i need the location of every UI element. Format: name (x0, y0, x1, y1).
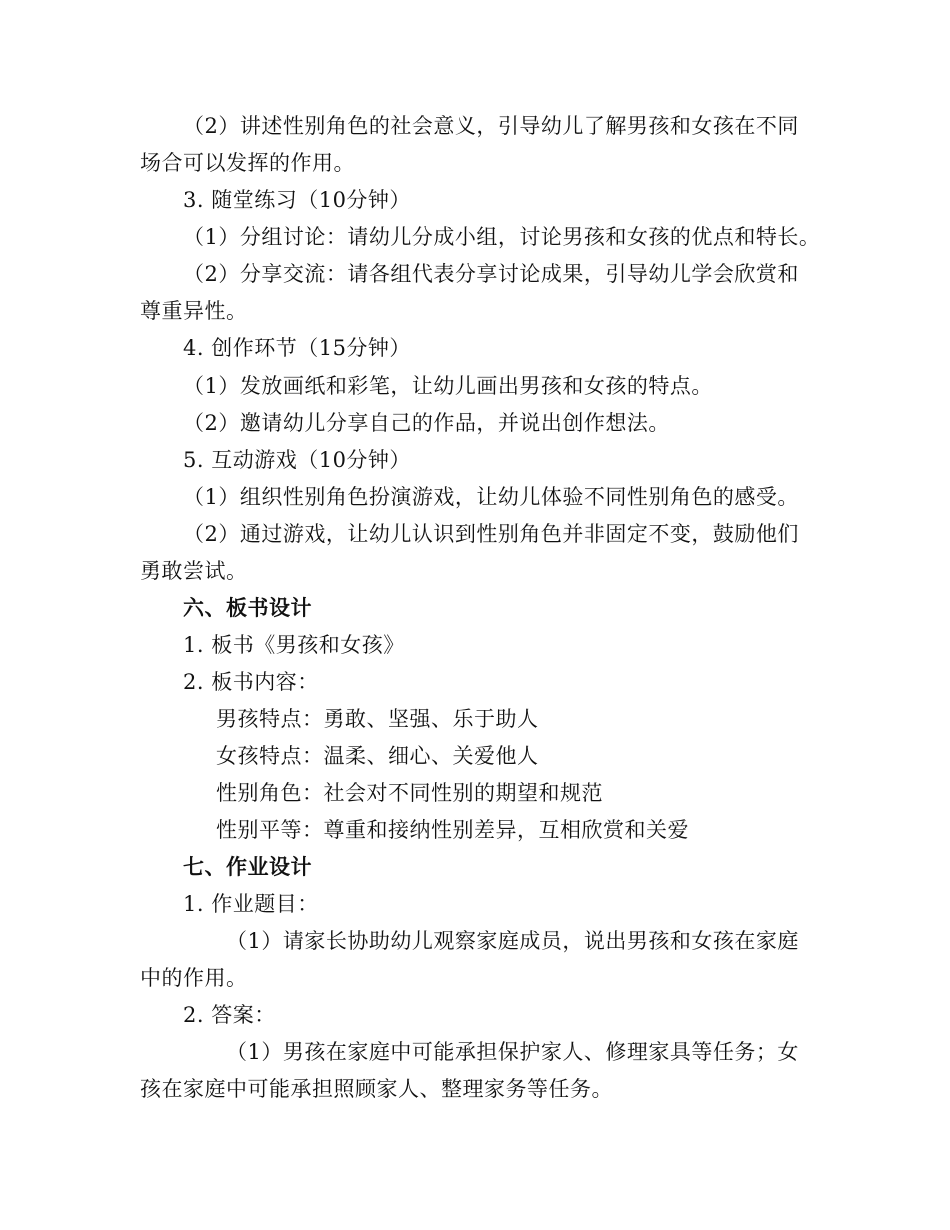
paragraph-line: 中的作用。 (140, 966, 248, 990)
paragraph-line: 场合可以发挥的作用。 (140, 151, 355, 175)
section-heading: 六、板书设计 (183, 595, 312, 620)
paragraph-line: （1）组织性别角色扮演游戏，让幼儿体验不同性别角色的感受。 (183, 485, 799, 509)
paragraph-line: （2）通过游戏，让幼儿认识到性别角色并非固定不变，鼓励他们 (183, 522, 799, 546)
list-item: 1. 板书《男孩和女孩》 (183, 633, 405, 657)
paragraph-line: （1）分组讨论：请幼儿分成小组，讨论男孩和女孩的优点和特长。 (183, 225, 821, 249)
paragraph-line: （1）发放画纸和彩笔，让幼儿画出男孩和女孩的特点。 (183, 374, 713, 398)
section-heading: 七、作业设计 (183, 854, 312, 879)
paragraph-line: （1）男孩在家庭中可能承担保护家人、修理家具等任务；女 (226, 1040, 799, 1064)
paragraph-line: 勇敢尝试。 (140, 559, 248, 583)
paragraph-line: （2）讲述性别角色的社会意义，引导幼儿了解男孩和女孩在不同 (183, 114, 799, 138)
board-content-line: 女孩特点：温柔、细心、关爱他人 (216, 744, 539, 768)
board-content-line: 性别平等：尊重和接纳性别差异，互相欣赏和关爱 (216, 818, 689, 842)
paragraph-line: 孩在家庭中可能承担照顾家人、整理家务等任务。 (140, 1077, 613, 1101)
board-content-line: 性别角色：社会对不同性别的期望和规范 (216, 781, 603, 805)
paragraph-line: 尊重异性。 (140, 299, 248, 323)
paragraph-line: （2）邀请幼儿分享自己的作品，并说出创作想法。 (183, 411, 670, 435)
paragraph-line: （1）请家长协助幼儿观察家庭成员，说出男孩和女孩在家庭 (226, 929, 799, 953)
list-item: 2. 答案： (183, 1003, 276, 1027)
paragraph-line: （2）分享交流：请各组代表分享讨论成果，引导幼儿学会欣赏和 (183, 262, 799, 286)
board-content-line: 男孩特点：勇敢、坚强、乐于助人 (216, 707, 539, 731)
list-item-heading: 4. 创作环节（15分钟） (183, 336, 411, 360)
list-item-heading: 5. 互动游戏（10分钟） (183, 448, 411, 472)
list-item: 1. 作业题目： (183, 892, 319, 916)
list-item: 2. 板书内容： (183, 670, 319, 694)
list-item-heading: 3. 随堂练习（10分钟） (183, 188, 411, 212)
